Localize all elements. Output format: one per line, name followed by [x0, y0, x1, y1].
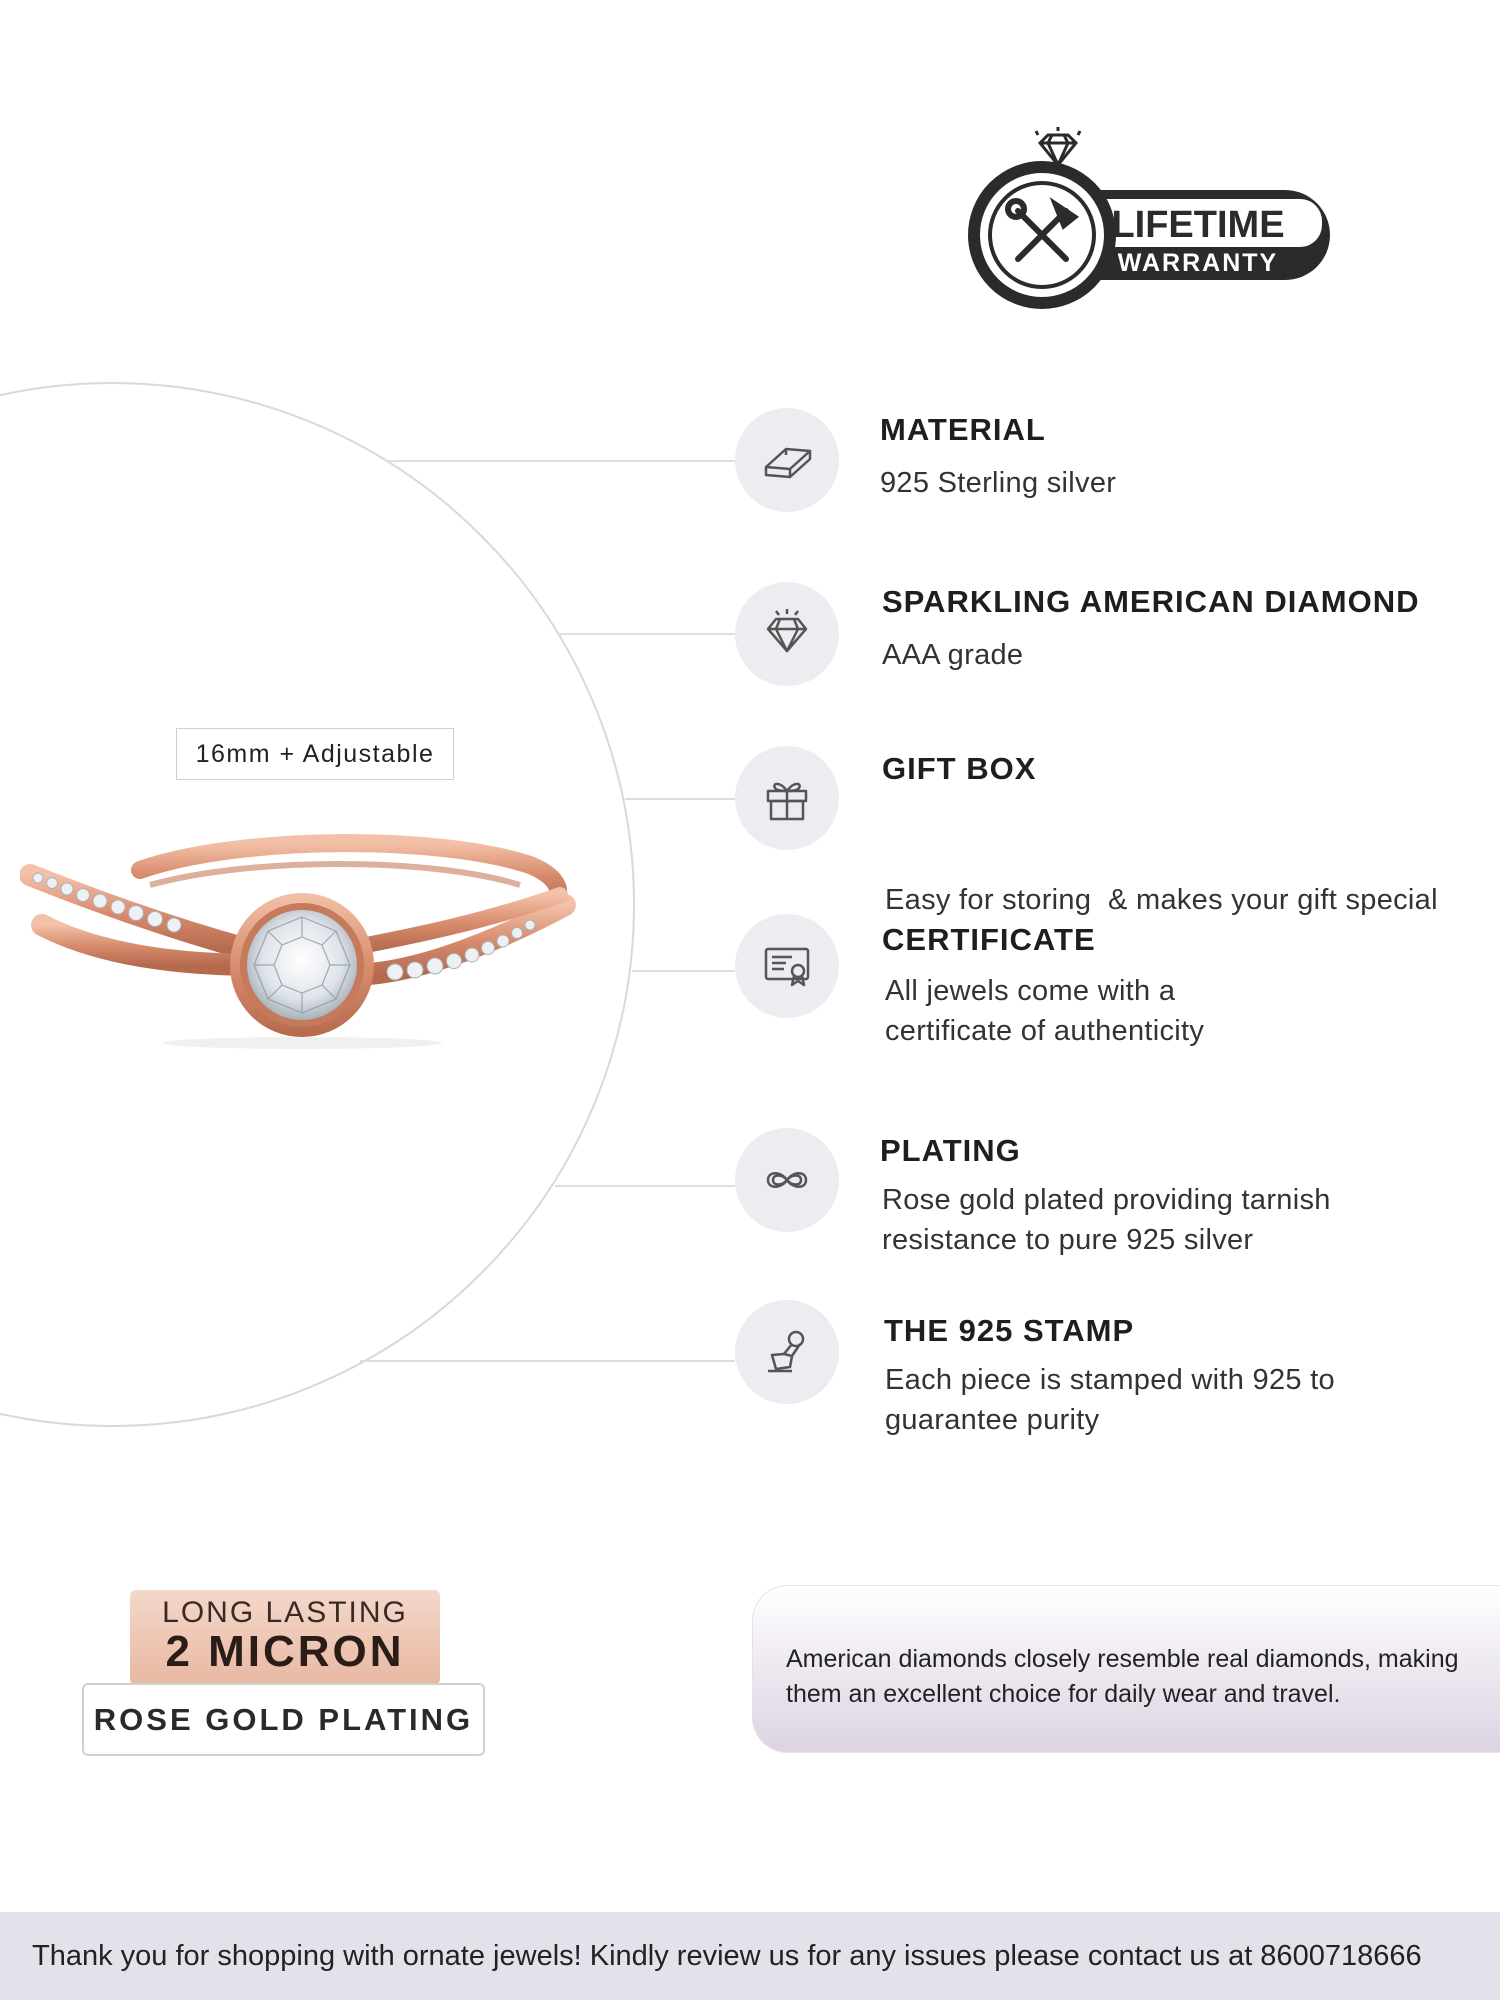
feature-desc-gift-box: Easy for storing & makes your gift special [885, 884, 1438, 916]
note-text: American diamonds closely resemble real diamonds, making them an excellent choice for daily wear and travel. [786, 1645, 1459, 1708]
feature-desc-diamond: AAA grade [882, 639, 1024, 671]
feature-icon-plating [735, 1128, 839, 1232]
diamond-icon [756, 603, 818, 665]
feature-title-stamp: THE 925 STAMP [884, 1313, 1135, 1348]
lifetime-warranty-badge [960, 125, 1350, 310]
feature-icon-gift-box [735, 746, 839, 850]
feature-icon-certificate [735, 914, 839, 1018]
feature-title-certificate: CERTIFICATE [882, 922, 1096, 957]
footer-text: Thank you for shopping with ornate jewels! Kindly review us for any issues please contact us at 8600718666 [32, 1939, 1422, 1972]
feature-desc-material: 925 Sterling silver [880, 467, 1117, 499]
connector-line [560, 633, 735, 635]
infinity-icon [756, 1149, 818, 1211]
footer-bar [0, 1912, 1500, 2000]
feature-icon-stamp [735, 1300, 839, 1404]
feature-title-plating: PLATING [880, 1133, 1021, 1168]
connector-line [555, 1185, 735, 1187]
connector-line [360, 1360, 735, 1362]
feature-icon-diamond [735, 582, 839, 686]
connector-line [632, 970, 735, 972]
size-label: 16mm + Adjustable [176, 728, 454, 780]
feature-title-material: MATERIAL [880, 412, 1046, 447]
diamond-icon [1036, 127, 1080, 165]
micron-line1: LONG LASTING [162, 1596, 408, 1629]
feature-icon-material [735, 408, 839, 512]
feature-title-gift-box: GIFT BOX [882, 751, 1037, 786]
connector-line [625, 798, 735, 800]
feature-title-diamond: SPARKLING AMERICAN DIAMOND [882, 584, 1420, 619]
note-box [752, 1585, 1500, 1753]
stamp-icon [756, 1321, 818, 1383]
feature-desc-stamp: Each piece is stamped with 925 to guarantee purity [885, 1364, 1335, 1436]
plating-label: ROSE GOLD PLATING [82, 1683, 485, 1756]
connector-line [385, 460, 735, 462]
gift-box-icon [756, 767, 818, 829]
micron-badge [130, 1590, 440, 1685]
rose-gold-ring-image [20, 825, 580, 1075]
certificate-icon [756, 935, 818, 997]
silver-bar-icon [756, 429, 818, 491]
feature-desc-plating: Rose gold plated providing tarnish resistance to pure 925 silver [882, 1184, 1331, 1256]
micron-line2: 2 MICRON [165, 1627, 405, 1676]
warranty-line2: WARRANTY [1117, 249, 1279, 277]
feature-desc-certificate: All jewels come with a certificate of authenticity [885, 975, 1205, 1047]
warranty-line1: LIFETIME [1111, 204, 1285, 246]
